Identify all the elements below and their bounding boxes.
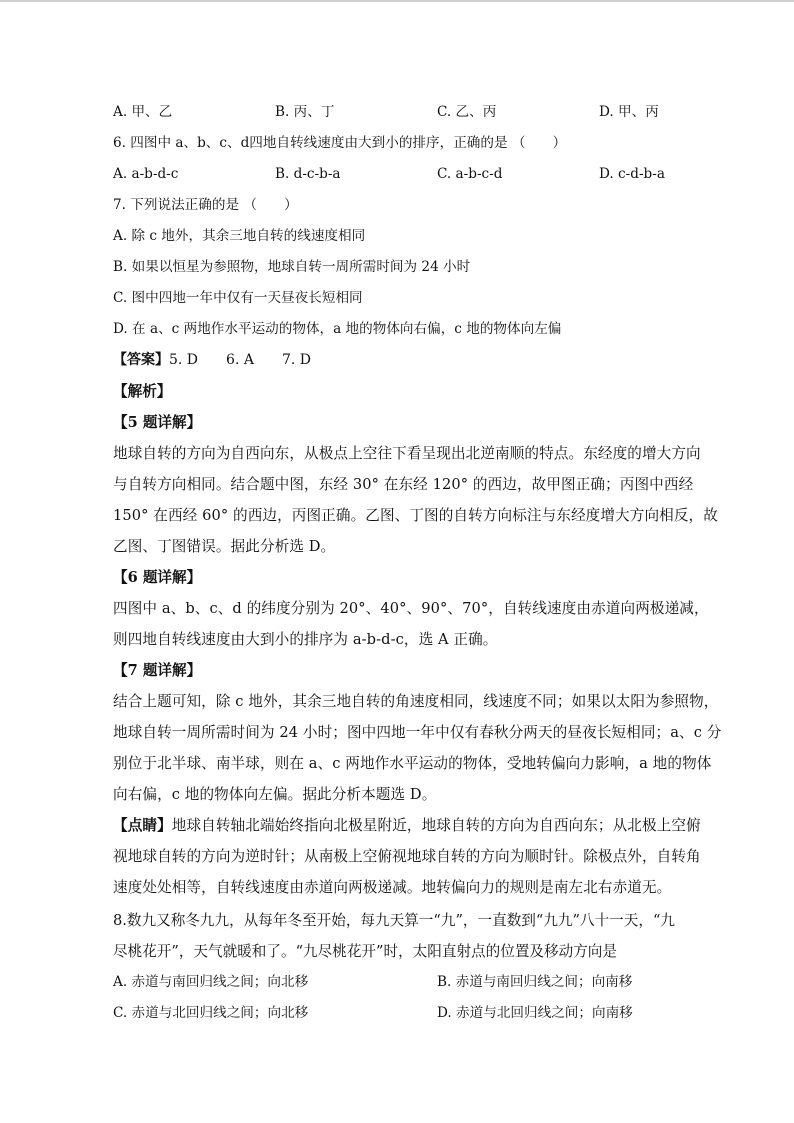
q6-detail-tag: 【6 题详解】 — [113, 569, 202, 586]
tip-line: 视地球自转的方向为逆时针；从南极上空俯视地球自转的方向为顺时针。除极点外，自转角 — [113, 848, 701, 865]
answer-text: 5. D 6. A 7. D — [169, 352, 311, 368]
answer-line — [113, 345, 683, 376]
q7-detail-line: 向右偏，c 地的物体向左偏。据此分析本题选 D。 — [113, 786, 437, 803]
q6-options — [113, 159, 683, 190]
q8-stem-line: 尽桃花开”，天气就暖和了。“九尽桃花开”时，太阳直射点的位置及移动方向是 — [113, 943, 617, 960]
document-page — [113, 97, 722, 1029]
q6-stem: 6. 四图中 a、b、c、d四地自转线速度由大到小的排序，正确的是 （ ） — [113, 135, 567, 151]
q6-detail-line: 则四地自转线速度由大到小的排序为 a-b-d-c，选 A 正确。 — [113, 631, 498, 648]
q5-detail-line: 地球自转的方向为自西向东，从极点上空往下看呈现出北逆南顺的特点。东经度的增大方向 — [113, 445, 701, 462]
q5-detail-line: 150° 在西经 60° 的西边，丙图正确。乙图、丁图的自转方向标注与东经度增大方向相反，故 — [113, 507, 718, 524]
q7-stem: 7. 下列说法正确的是 （ ） — [113, 197, 298, 213]
q8-stem — [113, 905, 683, 967]
q7-detail-tag: 【7 题详解】 — [113, 662, 202, 679]
tip-line: 速度处处相等，自转线速度由赤道向两极递减。地转偏向力的规则是南左北右赤道无。 — [113, 879, 672, 896]
q8-stem-line: 8.数九又称冬九九，从每年冬至开始，每九天算一“九”，一直数到“九九”八十一天，“九 — [113, 912, 676, 929]
q6-detail-line: 四图中 a、b、c、d 的纬度分别为 20°、40°、90°、70°，自转线速度由赤道向两极递减， — [113, 600, 709, 617]
q7-option-c: C. 图中四地一年中仅有一天昼夜长短相同 — [113, 290, 363, 306]
q5-detail-body — [113, 438, 718, 562]
analysis-tag: 【解析】 — [113, 383, 172, 400]
q5-option-c: C. 乙、丙 — [437, 104, 497, 120]
q5-detail-line: 乙图、丁图错误。据此分析选 D。 — [113, 538, 336, 555]
q6-option-c: C. a-b-c-d — [437, 166, 503, 182]
q6-option-a: A. a-b-d-c — [113, 166, 179, 182]
q8-options-row-2 — [113, 998, 683, 1029]
tip-tag: 【点睛】 — [113, 817, 172, 834]
q8-option-a: A. 赤道与南回归线之间；向北移 — [113, 974, 309, 990]
q7-detail-line: 地球自转一周所需时间为 24 小时；图中四地一年中仅有春秋分两天的昼夜长短相同；a、c 分 — [113, 724, 722, 741]
q7-option-b: B. 如果以恒星为参照物，地球自转一周所需时间为 24 小时 — [113, 259, 471, 275]
q6-option-b: B. d-c-b-a — [275, 166, 341, 182]
q6-option-d: D. c-d-b-a — [599, 166, 665, 182]
q7-detail-line: 结合上题可知，除 c 地外，其余三地自转的角速度相同，线速度不同；如果以太阳为参照物， — [113, 693, 719, 710]
q5-option-b: B. 丙、丁 — [275, 104, 335, 120]
tip-line-1 — [113, 810, 701, 841]
q5-detail-tag: 【5 题详解】 — [113, 414, 202, 431]
q5-option-a: A. 甲、乙 — [113, 104, 173, 120]
answer-tag: 【答案】 — [113, 352, 169, 368]
q5-options — [113, 97, 683, 128]
q8-option-c: C. 赤道与北回归线之间；向北移 — [113, 1005, 309, 1021]
q7-option-a: A. 除 c 地外，其余三地自转的线速度相同 — [113, 228, 366, 244]
q7-detail-body — [113, 686, 722, 810]
q6-detail-body — [113, 593, 709, 655]
q7-option-d: D. 在 a、c 两地作水平运动的物体，a 地的物体向右偏，c 地的物体向左偏 — [113, 321, 562, 337]
tip-line-text: 地球自转轴北端始终指向北极星附近，地球自转的方向为自西向东；从北极上空俯 — [171, 817, 701, 834]
tip-body — [113, 810, 701, 903]
q8-options-row-1 — [113, 967, 683, 998]
q5-option-d: D. 甲、丙 — [599, 104, 659, 120]
q8-option-d: D. 赤道与北回归线之间；向南移 — [437, 1005, 633, 1021]
q5-detail-line: 与自转方向相同。结合题中图，东经 30° 在东经 120° 的西边，故甲图正确；丙图中西经 — [113, 476, 694, 493]
top-border — [0, 0, 794, 2]
q8-option-b: B. 赤道与南回归线之间；向南移 — [437, 974, 633, 990]
q7-detail-line: 别位于北半球、南半球，则在 a、c 两地作水平运动的物体，受地转偏向力影响，a 地的物体 — [113, 755, 712, 772]
